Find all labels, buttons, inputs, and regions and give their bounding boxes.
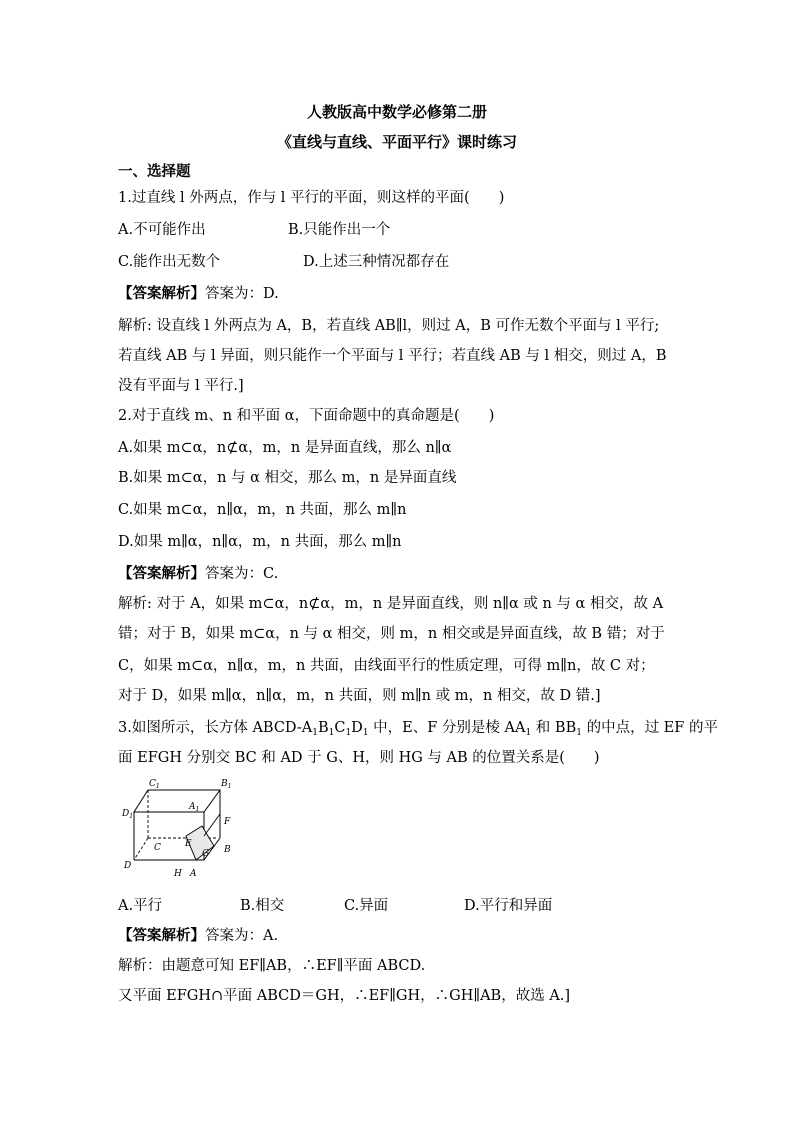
label-a: A <box>190 869 197 879</box>
q1-answer-text: 答案为：D. <box>205 286 279 302</box>
q3-answer-text: 答案为：A. <box>205 928 279 944</box>
q1-answer-tag: 【答案解析】 <box>118 285 205 302</box>
subscript: 1 <box>312 728 318 738</box>
label-c1: $C_1$ <box>149 779 160 790</box>
q1-option-a: A.不可能作出 <box>118 222 206 238</box>
label-f: F <box>224 817 231 827</box>
q3-analysis-line1: 解析：由题意可知 EF∥AB，∴EF∥平面 ABCD. <box>118 958 426 974</box>
q1-option-b: B.只能作出一个 <box>288 222 391 238</box>
q3-option-c: C.异面 <box>344 898 389 914</box>
subscript: 1 <box>345 728 352 738</box>
q2-option-d: D.如果 m∥α，n∥α，m，n 共面，那么 m∥n <box>118 534 402 550</box>
q1-options-row1 <box>118 220 704 240</box>
q3-stem-line2: 面 EFGH 分别交 BC 和 AD 于 G、H，则 HG 与 AB 的位置关系是( ) <box>118 750 600 766</box>
q1-option-c: C.能作出无数个 <box>118 254 221 270</box>
q3-stem-part: D <box>351 720 363 736</box>
label-a1: $A_1$ <box>189 802 200 813</box>
q3-answer-tag: 【答案解析】 <box>118 927 205 944</box>
q2-analysis-line2: 错；对于 B，如果 m⊂α，n 与 α 相交，则 m，n 相交或是异面直线，故 B 错；对于 <box>118 626 665 642</box>
q2-answer <box>118 564 704 584</box>
q2-stem: 2.对于直线 m、n 和平面 α，下面命题中的真命题是( ) <box>118 408 495 424</box>
label-d1: $D_1$ <box>122 809 134 820</box>
q3-analysis-line2: 又平面 EFGH∩平面 ABCD＝GH，∴EF∥GH，∴GH∥AB，故选 A.] <box>118 988 571 1004</box>
cuboid-diagram <box>118 776 248 888</box>
q3-option-d: D.平行和异面 <box>464 898 553 914</box>
subscript: 1 <box>328 728 335 738</box>
q1-options-row2 <box>118 252 704 272</box>
subscript: 1 <box>576 728 582 738</box>
q1-analysis-line1: 解析: 设直线 l 外两点为 A，B，若直线 AB∥l，则过 A，B 可作无数个平面与 l 平行; <box>118 318 660 334</box>
q2-option-b: B.如果 m⊂α，n 与 α 相交，那么 m，n 是异面直线 <box>118 470 457 486</box>
label-h: H <box>174 869 182 879</box>
section-heading: 一、选择题 <box>118 163 191 180</box>
cuboid-figure <box>118 776 248 888</box>
q3-option-b: B.相交 <box>240 898 285 914</box>
label-b: B <box>224 845 231 855</box>
subscript: 1 <box>525 728 532 738</box>
q2-analysis-line3: C，如果 m⊂α，n∥α，m，n 共面，由线面平行的性质定理，可得 m∥n，故 C 对； <box>118 658 655 674</box>
q1-answer <box>118 284 704 304</box>
q2-option-a: A.如果 m⊂α，n⊄α，m，n 是异面直线，那么 n∥α <box>118 440 452 456</box>
q3-stem-part: C <box>334 720 346 736</box>
q2-answer-tag: 【答案解析】 <box>118 565 205 582</box>
label-g: G <box>202 849 210 859</box>
doc-title-line2: 《直线与直线、平面平行》课时练习 <box>276 133 517 151</box>
q3-stem-part: 中，E、F 分别是棱 AA <box>368 720 526 736</box>
q2-analysis-line4: 对于 D，如果 m∥α，n∥α，m，n 共面，则 m∥n 或 m，n 相交，故 D 错.] <box>118 688 601 704</box>
q3-stem-part: 和 BB <box>531 720 577 736</box>
q1-option-d: D.上述三种情况都存在 <box>303 254 450 270</box>
doc-title-line1: 人教版高中数学必修第二册 <box>306 103 487 121</box>
q1-analysis-line3: 没有平面与 l 平行.] <box>118 378 244 394</box>
q2-analysis-line1: 解析: 对于 A，如果 m⊂α，n⊄α，m，n 是异面直线，则 n∥α 或 n 与 α 相交，故 A <box>118 596 664 612</box>
q3-answer <box>118 926 704 946</box>
subscript: 1 <box>362 728 369 738</box>
q2-option-c: C.如果 m⊂α，n∥α，m，n 共面，那么 m∥n <box>118 502 407 518</box>
q3-stem-part: 3.如图所示，长方体 ABCD-A <box>118 720 313 736</box>
label-b1: $B_1$ <box>221 779 232 790</box>
label-d: D <box>124 861 132 871</box>
label-e: E <box>185 839 192 849</box>
q1-analysis-line2: 若直线 AB 与 l 异面，则只能作一个平面与 l 平行；若直线 AB 与 l 相交，则过 A，B <box>118 348 667 364</box>
q3-stem-part: B <box>317 720 329 736</box>
q3-stem-line1 <box>118 718 718 738</box>
q3-stem-part: 的中点，过 EF 的平 <box>581 720 718 736</box>
label-c: C <box>154 843 161 853</box>
q1-stem: 1.过直线 l 外两点，作与 l 平行的平面，则这样的平面( ) <box>118 190 505 206</box>
q3-options <box>118 896 704 916</box>
q2-answer-text: 答案为：C. <box>205 566 279 582</box>
q3-option-a: A.平行 <box>118 898 163 914</box>
